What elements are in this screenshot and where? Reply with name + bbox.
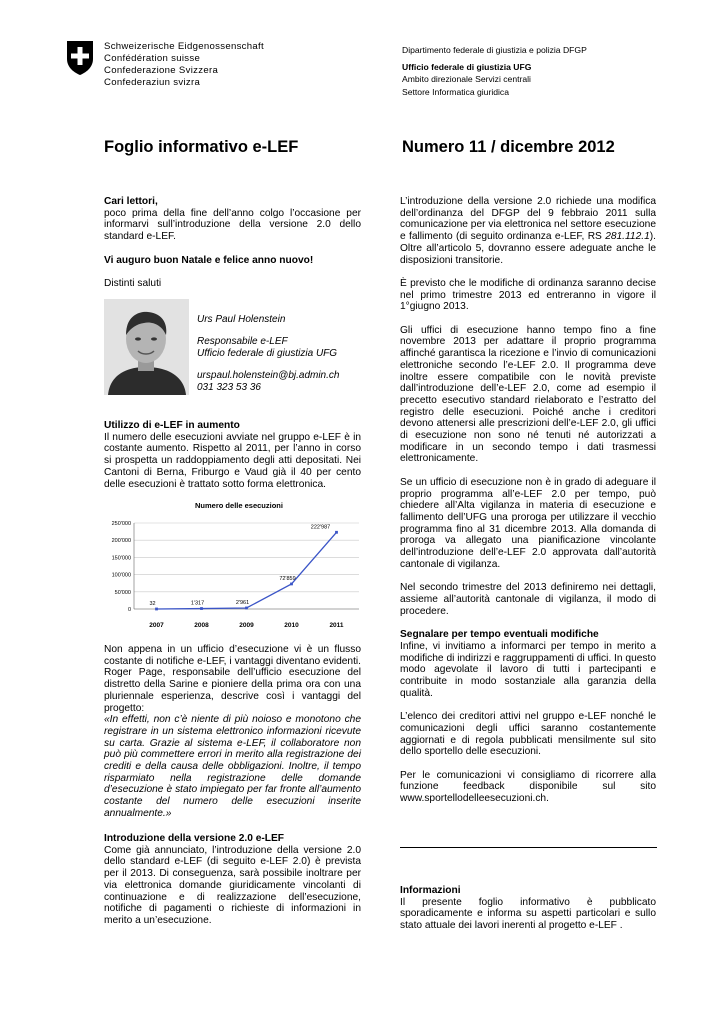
- section-usage-text: Il numero delle esecuzioni avviate nel gruppo e-LEF è in costante aumento. Rispetto al 2011, per l’anno in corso si prospetta un raddoppiamento degli atti depositati. Nei Cantoni di Berna, Friburgo e Vaud già il 40 per cento delle esecuzioni è trattato sotto forma elettronica.: [104, 431, 361, 490]
- chart-y-tick-label: 150'000: [111, 555, 131, 562]
- signature-block: [197, 314, 367, 393]
- issue-number: Numero 11 / dicembre 2012: [402, 138, 615, 156]
- chart-data-point: [290, 583, 293, 586]
- chart-title: Numero delle esecuzioni: [195, 501, 283, 510]
- sportello-url: www.sportellodelleesecuzioni.ch.: [400, 793, 549, 805]
- confederation-name-de: Schweizerische Eidgenossenschaft: [104, 41, 264, 52]
- section-usage: [104, 420, 361, 490]
- signature-role: Responsabile e-LEF: [197, 336, 288, 348]
- holiday-wishes: Vi auguro buon Natale e felice anno nuovo!: [104, 254, 314, 266]
- quote-wrap: [104, 714, 361, 819]
- feedback-line2-word: disponibile: [529, 781, 578, 793]
- signature-office: Ufficio federale di giustizia UFG: [197, 347, 338, 359]
- feedback-line1-word: le: [422, 769, 431, 781]
- confederation-name-rm: Confederaziun svizra: [104, 77, 201, 88]
- info-title: Informazioni: [400, 885, 461, 896]
- section-changes-title: Segnalare per tempo eventuali modifiche: [400, 629, 599, 641]
- greeting-heading: Cari lettori,: [104, 196, 158, 207]
- signature-phone: 031 323 53 36: [197, 381, 261, 393]
- author-portrait: [104, 299, 189, 395]
- feedback-line1-word: comunicazioni: [436, 769, 502, 781]
- feedback-line1-word: Per: [400, 769, 416, 781]
- section-version2-title: Introduzione della versione 2.0 e-LEF: [104, 833, 285, 844]
- roger-page-quote: «In effetti, non c’è niente di più noioso e monotono che registrare in un sistema elettronico informazioni ricevute su carta. Grazie al sistema e-LEF, il collaboratore non può più commettere errori in merito alla registrazione dei crediti e della causa delle obbligazioni. Inoltre, il tempo risparmiato nella registrazione delle domande d’esecuzione è stato impiegato per far fronte all’aumento costante del numero delle esecuzioni inserite annualmente.»: [104, 714, 361, 819]
- info-box: [400, 885, 656, 932]
- rs-reference: 281.112.1: [605, 231, 650, 243]
- section-usage-title: Utilizzo di e-LEF in aumento: [104, 420, 240, 431]
- chart-data-label: 222'987: [310, 524, 331, 531]
- feedback-line2-word: sito: [640, 781, 656, 793]
- deadline-paragraph: Gli uffici di esecuzione hanno tempo fino a fine novembre 2013 per adattare il proprio programma affinché garantisca la ricezione e l’invio di comunicazioni elettroniche secondo l’e-LEF 2.0. Il programma deve inoltre essere compatibile con le novità previste dall’introduzione dell’e-LEF 2.0, come ad esempio il precetto esecutivo standard rielaborato e l’estratto del registro delle esecuzioni. Poiché anche i creditori devono attenersi alle prescrizioni dell’e-LEF 2.0, gli uffici di esecuzione non sono né tenuti né autorizzati a modificare in un secondo tempo i dati trasmessi elettronicamente.: [400, 324, 656, 465]
- changes-paragraph: Infine, vi invitiamo a informarci per tempo in merito a modifiche di indirizzi e raggruppamenti di uffici. In questo modo agevolate il lavoro di tutti i partecipanti e contribuite in modo sostanziale alla garanzia della qualità.: [400, 640, 656, 699]
- division-name: Ambito direzionale Servizi centrali: [402, 74, 531, 85]
- info-text: Il presente foglio informativo è pubblicato sporadicamente e informa su aspetti particolari e sullo stato attuale dei lavori inerenti al progetto e-LEF .: [400, 896, 656, 932]
- feedback-line1-word: consigliamo: [521, 769, 576, 781]
- chart-y-tick-label: 50'000: [114, 589, 131, 596]
- chart-x-tick-label: 2008: [194, 622, 209, 629]
- chart-y-tick-label: 0: [127, 607, 131, 613]
- executions-chart: [104, 497, 364, 633]
- department-block: [402, 44, 587, 98]
- feedback-line-1: [400, 770, 656, 782]
- ordinance-text-b: ). Oltre all’articolo 5, dovranno essere adeguate anche le disposizioni transitorie.: [400, 231, 656, 266]
- chart-series-line: [157, 532, 337, 609]
- feedback-line1-word: ricorrere: [595, 769, 634, 781]
- chart-data-point: [245, 607, 248, 610]
- next-steps-paragraph: Nel secondo trimestre del 2013 definiremo nei dettagli, assieme all’autorità cantonale di vigilanza, il modo di procedere.: [400, 582, 656, 617]
- page-title: Foglio informativo e-LEF: [104, 138, 299, 156]
- right-column: [400, 196, 656, 805]
- feedback-line-2: [400, 781, 656, 793]
- timeline-paragraph: È previsto che le modifiche di ordinanza saranno decise nel primo trimestre 2013 ed entreranno in vigore il 1°giugno 2013.: [400, 277, 656, 313]
- regards-text: Distinti saluti: [104, 277, 162, 289]
- chart-data-label: 72'859: [279, 575, 296, 582]
- after-chart-text: Non appena in un ufficio d’esecuzione vi è un flusso costante di notifiche e-LEF, i vantaggi diventano evidenti. Roger Page, responsabile dell’ufficio esecuzione del distretto della Sarine e pioniere della prima ora con una pluriennale esperienza, descrive così i vantaggi del progetto:: [104, 644, 361, 714]
- chart-y-tick-label: 200'000: [111, 538, 131, 545]
- chart-data-label: 2'961: [235, 599, 250, 606]
- confederation-name-fr: Confédération suisse: [104, 53, 201, 64]
- chart-y-tick-label: 250'000: [111, 521, 131, 527]
- chart-data-point: [200, 607, 203, 610]
- creditors-paragraph: L’elenco dei creditori attivi nel gruppo e-LEF nonché le comunicazioni degli uffici saranno costantemente aggiornati e di regola pubblicati mensilmente sul sito dello sportello delle esecuzioni.: [400, 711, 656, 758]
- chart-data-label: 32: [149, 600, 156, 607]
- chart-data-point: [335, 531, 338, 534]
- greeting-text: poco prima della fine dell’anno colgo l’occasione per informarvi sull’introduzione della versione 2.0 dello standard e-LEF.: [104, 207, 361, 243]
- left-column-intro: [104, 196, 361, 301]
- chart-data-label: 1'317: [190, 600, 205, 607]
- confederation-names: [104, 41, 264, 89]
- ordinance-paragraph: [400, 196, 656, 266]
- feedback-line2-word: funzione: [400, 781, 439, 793]
- signature-email: urspaul.holenstein@bj.admin.ch: [197, 370, 340, 382]
- feedback-paragraph: [400, 770, 656, 805]
- swiss-coat-of-arms-logo: [66, 40, 94, 76]
- feedback-line2-word: feedback: [463, 781, 505, 793]
- section-version2-text: Come già annunciato, l’introduzione della versione 2.0 dello standard e-LEF (di seguito e-LEF 2.0) è prevista per il 2013. Di conseguenza, sarà possibile inoltrare per via elettronica domande giuridicamente vincolanti di continuazione e di realizzazione dell’esecuzione, notifiche di pagamenti o richieste di informazioni in merito a un’esecuzione.: [104, 844, 361, 926]
- feedback-line1-word: alla: [640, 769, 656, 781]
- confederation-name-it: Confederazione Svizzera: [104, 65, 219, 76]
- feedback-line1-word: vi: [507, 769, 515, 781]
- chart-x-tick-label: 2009: [239, 622, 254, 629]
- chart-x-tick-label: 2010: [284, 622, 299, 629]
- left-column-after-chart: [104, 644, 361, 831]
- feedback-line1-word: di: [581, 769, 590, 781]
- extension-paragraph: Se un ufficio di esecuzione non è in grado di adeguare il proprio programma all’e-LEF 2.0 per tempo, può chiedere all’Alta vigilanza in materia di esecuzione e fallimento dell’UFG una proroga per utilizzare il vecchio programma fino al 31 dicembre 2013. Alla domanda di proroga va allegato una pianificazione vincolante dell’introduzione dell’e-LEF 2.0 approvata dall’autorità cantonale di vigilanza.: [400, 476, 656, 570]
- sector-name: Settore Informatica giuridica: [402, 86, 509, 97]
- chart-data-point: [155, 608, 158, 611]
- office-name: Ufficio federale di giustizia UFG: [402, 62, 532, 73]
- ordinance-text-a: L’introduzione della versione 2.0 richiede una modifica dell’ordinanza del DFGP del 9 febbraio 2011 sulla comunicazione per via elettronica nel settore esecuzione e fallimento (di seguito ordinanza e-LEF, RS: [400, 196, 656, 243]
- chart-y-tick-label: 100'000: [111, 572, 131, 579]
- feedback-line2-word: sul: [602, 781, 616, 793]
- section-version2: [104, 833, 361, 927]
- chart-x-tick-label: 2007: [149, 622, 164, 629]
- chart-x-tick-label: 2011: [329, 622, 344, 629]
- signature-name: Urs Paul Holenstein: [197, 314, 286, 325]
- section-divider: [400, 847, 657, 848]
- department-name: Dipartimento federale di giustizia e polizia DFGP: [402, 45, 587, 55]
